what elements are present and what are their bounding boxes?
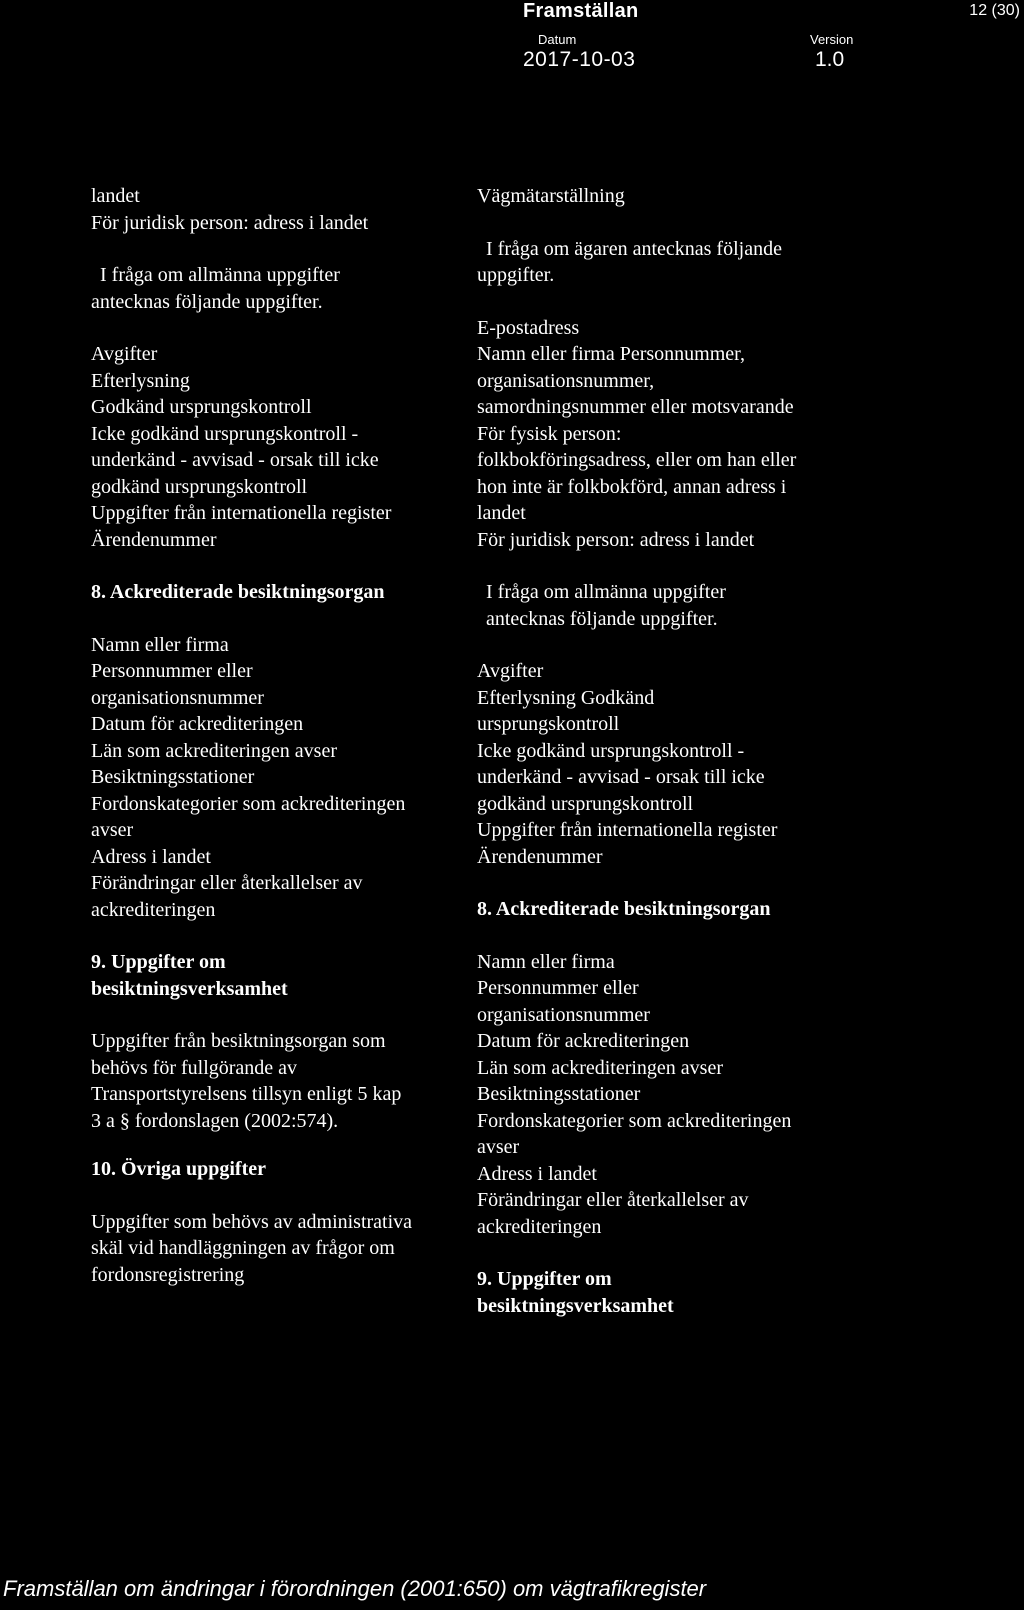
left-icke-godkand-2: underkänd - avvisad - orsak till icke xyxy=(91,449,379,471)
left-landet: landet xyxy=(91,185,140,207)
left-forandringar-2: ackrediteringen xyxy=(91,898,216,921)
left-efterlysning: Efterlysning xyxy=(91,369,190,392)
left-icke-godkand-1: Icke godkänd ursprungskontroll - xyxy=(91,422,359,445)
right-landet: landet xyxy=(477,502,526,524)
left-heading-10: 10. Övriga uppgifter xyxy=(91,1158,266,1180)
right-efterlysning-godkand: Efterlysning Godkänd xyxy=(477,686,655,709)
left-besikt-1: Uppgifter från besiktningsorgan som xyxy=(91,1030,386,1052)
left-godkand: Godkänd ursprungskontroll xyxy=(91,396,312,418)
left-heading-9-2: besiktningsverksamhet xyxy=(91,977,288,1000)
right-fysisk: För fysisk person: xyxy=(477,422,622,445)
right-folkbokf-1: folkbokföringsadress, eller om han eller xyxy=(477,449,797,471)
left-namn: Namn eller firma xyxy=(91,633,229,656)
right-epost: E-postadress xyxy=(477,316,580,339)
left-ovriga-1: Uppgifter som behövs av administrativa xyxy=(91,1210,413,1233)
right-agaren-1: I fråga om ägaren antecknas följande xyxy=(486,237,782,260)
version-label: Version xyxy=(810,32,854,47)
left-personnummer: Personnummer eller xyxy=(91,660,253,682)
footer-text: Framställan om ändringar i förordningen (2001:650) om vägtrafikregister xyxy=(3,1576,707,1601)
document-title: Framställan xyxy=(523,0,639,22)
left-juridisk-person: För juridisk person: adress i landet xyxy=(91,211,369,234)
left-datum-ackr: Datum för ackrediteringen xyxy=(91,713,304,735)
right-avgifter: Avgifter xyxy=(477,660,544,682)
right-allmanna-2: antecknas följande uppgifter. xyxy=(486,607,718,630)
right-icke-1: Icke godkänd ursprungskontroll - xyxy=(477,739,745,762)
right-orgnr2: organisationsnummer xyxy=(477,1003,650,1026)
right-vagmatar: Vägmätarställning xyxy=(477,185,625,207)
left-adress: Adress i landet xyxy=(91,845,211,868)
left-heading-8: 8. Ackrediterade besiktningsorgan xyxy=(91,581,385,603)
left-allmanna-uppgifter-2: antecknas följande uppgifter. xyxy=(91,290,323,313)
right-datum-ackr: Datum för ackrediteringen xyxy=(477,1030,690,1052)
right-personnummer: Personnummer eller xyxy=(477,977,639,999)
page-number: 12 (30) xyxy=(969,2,1020,19)
left-heading-9-1: 9. Uppgifter om xyxy=(91,951,226,973)
left-forandringar-1: Förändringar eller återkallelser av xyxy=(91,872,363,894)
left-ovriga-3: fordonsregistrering xyxy=(91,1263,245,1286)
left-stationer: Besiktningsstationer xyxy=(91,766,255,788)
right-icke-3: godkänd ursprungskontroll xyxy=(477,792,694,815)
right-namn: Namn eller firma xyxy=(477,950,615,973)
right-namn-pnr: Namn eller firma Personnummer, xyxy=(477,343,746,365)
right-heading-9-2: besiktningsverksamhet xyxy=(477,1294,674,1317)
right-samord: samordningsnummer eller motsvarande xyxy=(477,396,794,418)
right-fordonskat-1: Fordonskategorier som ackrediteringen xyxy=(477,1109,792,1132)
left-besikt-2: behövs för fullgörande av xyxy=(91,1056,298,1079)
right-stationer: Besiktningsstationer xyxy=(477,1083,641,1105)
right-internationella: Uppgifter från internationella register xyxy=(477,819,778,841)
right-forandringar-2: ackrediteringen xyxy=(477,1215,602,1238)
left-avgifter: Avgifter xyxy=(91,343,158,365)
version-value: 1.0 xyxy=(815,48,845,71)
left-internationella: Uppgifter från internationella register xyxy=(91,502,392,524)
right-fordonskat-2: avser xyxy=(477,1136,520,1158)
left-column xyxy=(91,183,451,1288)
date-value: 2017-10-03 xyxy=(523,48,636,71)
left-fordonskat-2: avser xyxy=(91,819,134,841)
right-forandringar-1: Förändringar eller återkallelser av xyxy=(477,1189,749,1211)
right-agaren-2: uppgifter. xyxy=(477,264,555,286)
right-heading-9-1: 9. Uppgifter om xyxy=(477,1268,612,1290)
left-besikt-4: 3 a § fordonslagen (2002:574). xyxy=(91,1109,339,1132)
right-lan: Län som ackrediteringen avser xyxy=(477,1056,724,1079)
right-column xyxy=(477,183,857,1319)
right-ursprungskontroll: ursprungskontroll xyxy=(477,713,620,735)
left-ovriga-2: skäl vid handläggningen av frågor om xyxy=(91,1237,395,1259)
right-folkbokf-2: hon inte är folkbokförd, annan adress i xyxy=(477,475,787,498)
left-fordonskat-1: Fordonskategorier som ackrediteringen xyxy=(91,792,406,815)
right-arendenummer: Ärendenummer xyxy=(477,845,603,868)
left-orgnr: organisationsnummer xyxy=(91,686,264,709)
left-arendenummer: Ärendenummer xyxy=(91,528,217,551)
right-juridisk: För juridisk person: adress i landet xyxy=(477,528,755,551)
left-lan: Län som ackrediteringen avser xyxy=(91,739,338,762)
left-allmanna-uppgifter-1: I fråga om allmänna uppgifter xyxy=(100,264,340,286)
right-orgnr: organisationsnummer, xyxy=(477,369,655,392)
right-allmanna-1: I fråga om allmänna uppgifter xyxy=(486,581,726,603)
right-adress: Adress i landet xyxy=(477,1162,597,1185)
left-icke-godkand-3: godkänd ursprungskontroll xyxy=(91,475,308,498)
left-besikt-3: Transportstyrelsens tillsyn enligt 5 kap xyxy=(91,1083,402,1105)
right-heading-8: 8. Ackrediterade besiktningsorgan xyxy=(477,898,771,920)
date-label: Datum xyxy=(538,32,577,47)
right-icke-2: underkänd - avvisad - orsak till icke xyxy=(477,766,765,788)
